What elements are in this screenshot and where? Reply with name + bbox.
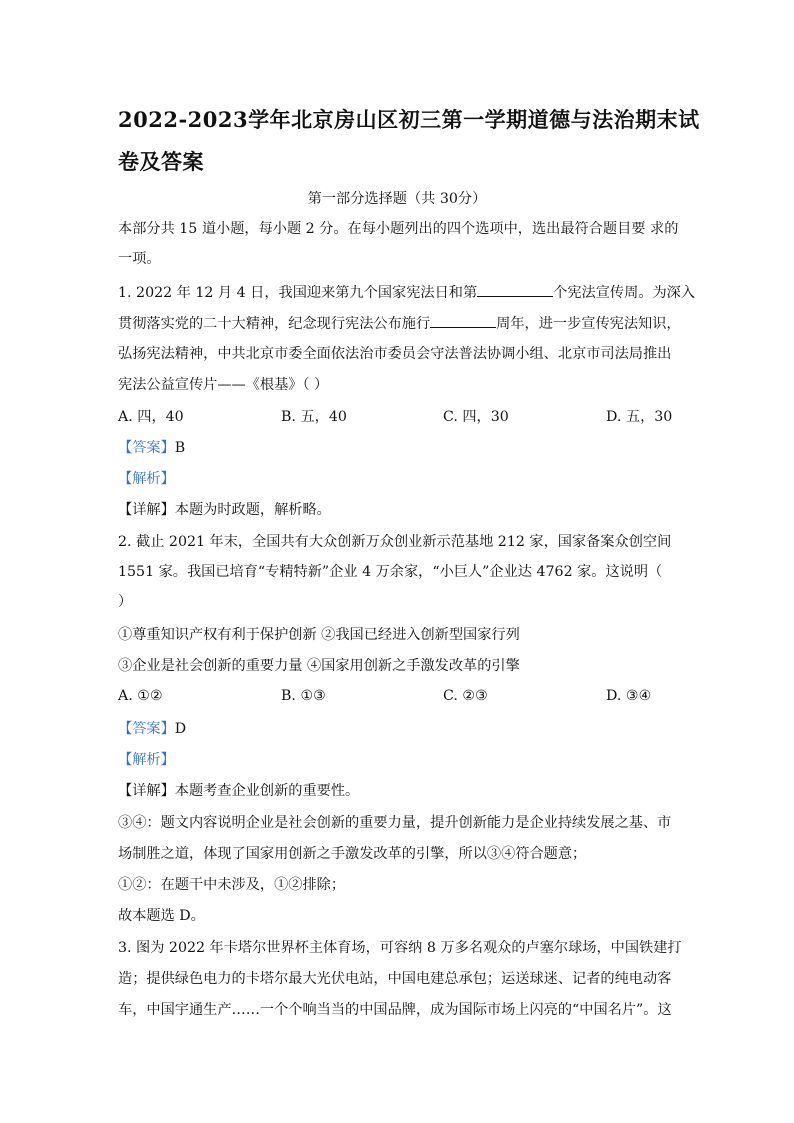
q1-text-2b: 周年，进一步宣传宪法知识， — [496, 316, 681, 332]
q2-line-2: 1551 家。我国已培育“专精特新”企业 4 万余家，“小巨人”企业达 4762 家。这说明（ — [118, 564, 663, 580]
q1-answer-value: B — [174, 440, 186, 456]
q1-line-4: 宪法公益宣传片——《根基》（ ） — [118, 377, 329, 393]
section-instruction-2: 一项。 — [118, 251, 161, 267]
q1-answer-tag: 【答案】 — [118, 440, 175, 456]
q2-answer — [118, 718, 186, 738]
q2-line-3: ） — [118, 594, 133, 610]
q2-explanation-3: ①②：在题干中未涉及，①②排除； — [118, 877, 346, 893]
q2-explanation-1: ③④：题文内容说明企业是社会创新的重要力量，提升创新能力是企业持续发展之基、市 — [118, 815, 672, 831]
q2-explanation-4: 故本题选 D。 — [118, 908, 205, 924]
q2-detail: 【详解】本题考查企业创新的重要性。 — [118, 783, 360, 799]
q2-option-a: A. ①② — [118, 688, 163, 704]
q1-line-3: 弘扬宪法精神，中共北京市委全面依法治市委员会守法普法协调小组、北京市司法局推出 — [118, 346, 672, 362]
q1-answer — [118, 437, 185, 457]
q2-option-c: C. ②③ — [443, 688, 488, 704]
section-heading: 第一部分选择题（共 30分） — [307, 191, 487, 207]
q1-option-c: C. 四，30 — [443, 409, 509, 425]
q1-detail: 【详解】本题为时政题，解析略。 — [118, 502, 331, 518]
q1-line-1 — [118, 282, 695, 302]
q2-answer-value: D — [174, 721, 187, 737]
q1-text-1a: 1. 2022 年 12 月 4 日，我国迎来第九个国家宪法日和第 — [118, 285, 478, 301]
q1-analysis-tag: 【解析】 — [118, 471, 175, 487]
exam-title-line1: 2022-2023学年北京房山区初三第一学期道德与法治期末试 — [118, 107, 700, 132]
q1-option-b: B. 五，40 — [281, 409, 347, 425]
q2-answer-tag: 【答案】 — [118, 721, 175, 737]
q1-blank-2 — [430, 315, 496, 328]
q1-option-a: A. 四，40 — [118, 409, 184, 425]
q1-text-2a: 贯彻落实党的二十大精神，纪念现行宪法公布施行 — [118, 316, 431, 332]
section-instruction-1: 本部分共 15 道小题，每小题 2 分。在每小题列出的四个选项中，选出最符合题目要 求的 — [118, 221, 679, 237]
q1-line-2 — [118, 313, 681, 333]
q1-option-d: D. 五，30 — [606, 409, 673, 425]
q3-line-2: 造；提供绿色电力的卡塔尔最大光伏电站，中国电建总承包；运送球迷、记者的纯电动客 — [118, 971, 672, 987]
q3-line-3: 车，中国宇通生产……一个个响当当的中国品牌，成为国际市场上闪亮的“中国名片”。这 — [118, 1002, 672, 1018]
q2-option-b: B. ①③ — [281, 688, 326, 704]
q2-statements-2: ③企业是社会创新的重要力量 ④国家用创新之手激发改革的引擎 — [118, 658, 520, 674]
exam-title-line2: 卷及答案 — [118, 149, 204, 174]
q2-option-d: D. ③④ — [606, 688, 652, 704]
q2-line-1: 2. 截止 2021 年末，全国共有大众创新万众创业新示范基地 212 家，国家备案众创空间 — [118, 534, 672, 550]
q2-analysis-tag: 【解析】 — [118, 752, 175, 768]
q1-blank-1 — [477, 284, 553, 297]
q2-statements-1: ①尊重知识产权有利于保护创新 ②我国已经进入创新型国家行列 — [118, 627, 520, 643]
q2-explanation-2: 场制胜之道，体现了国家用创新之手激发改革的引擎，所以③④符合题意； — [118, 846, 587, 862]
q1-text-1b: 个宪法宣传周。为深入 — [553, 285, 696, 301]
q3-line-1: 3. 图为 2022 年卡塔尔世界杯主体育场，可容纳 8 万多名观众的卢塞尔球场，中国铁建打 — [118, 940, 682, 956]
